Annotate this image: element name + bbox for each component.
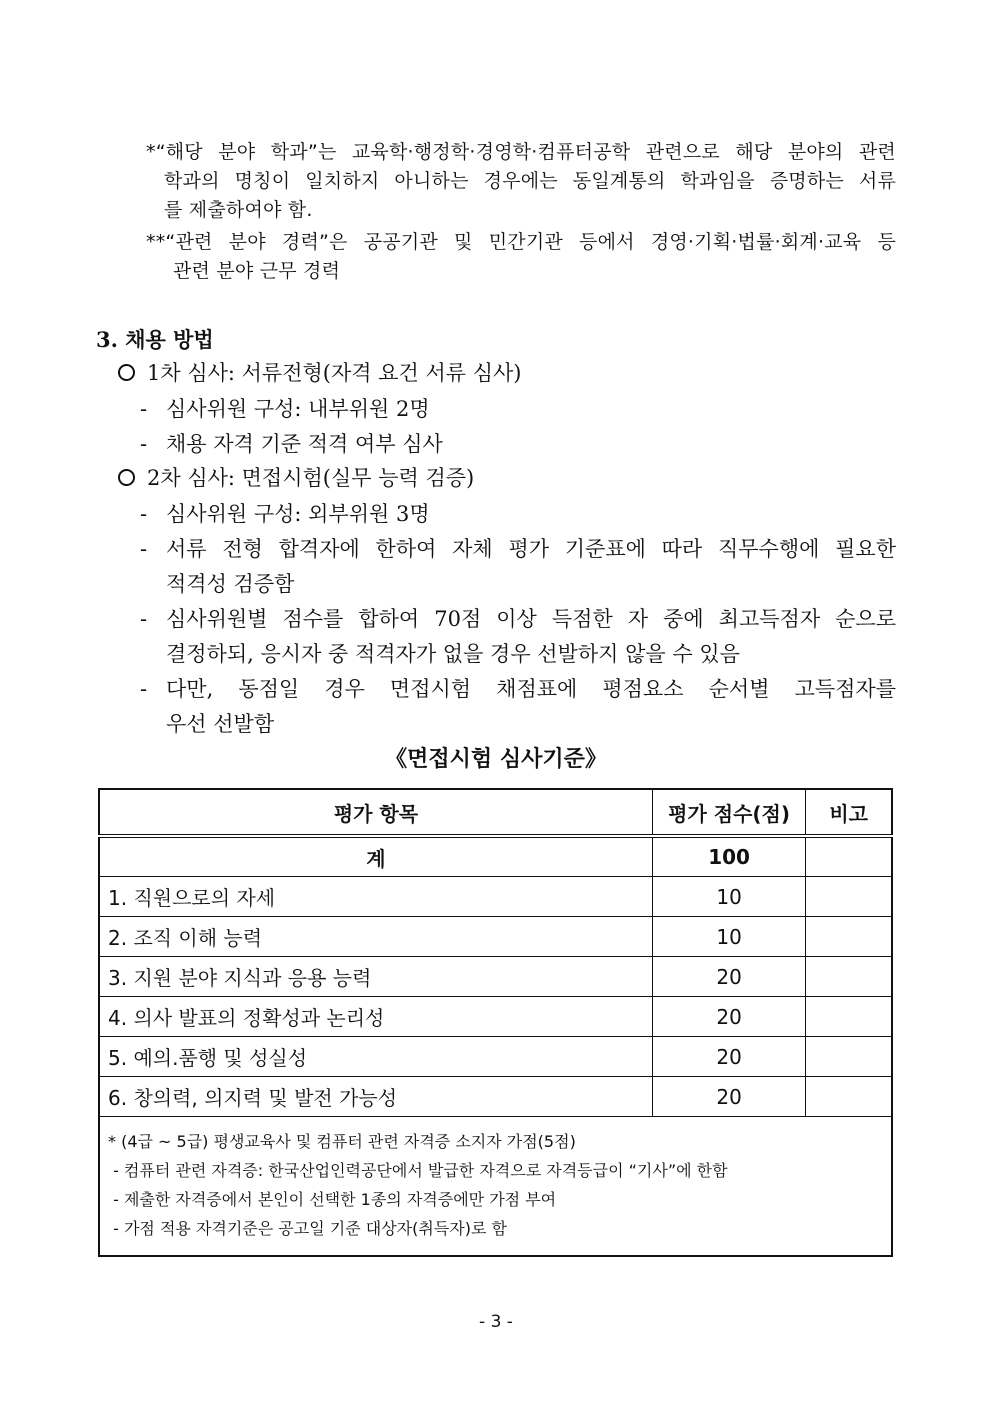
dash-bullet-icon: - (140, 432, 148, 456)
table-row (99, 1077, 892, 1117)
header-cell: 비고 (806, 789, 892, 836)
row-label: 1. 직원으로의 자세 (99, 877, 652, 917)
total-label: 계 (99, 836, 652, 877)
stage2-heading (118, 463, 474, 493)
table-row (99, 877, 892, 917)
note-line: 학과의 명칭이 일치하지 아니하는 경우에는 동일계통의 학과임을 증명하는 서류 (164, 170, 896, 192)
page-number: - 3 - (479, 1312, 513, 1332)
row-score: 20 (652, 1037, 805, 1077)
total-note (806, 836, 892, 877)
row-label: 4. 의사 발표의 정확성과 논리성 (99, 997, 652, 1037)
row-label: 2. 조직 이해 능력 (99, 917, 652, 957)
dash-bullet-icon: - (140, 537, 148, 561)
dash-bullet-icon: - (140, 502, 148, 526)
list-item (140, 602, 896, 672)
note-line: *“해당 분야 학과”는 교육학·행정학·경영학·컴퓨터공학 관련으로 해당 분야의 관련 (146, 141, 896, 163)
list-item (140, 532, 896, 602)
circle-bullet-icon (118, 364, 135, 381)
dash-bullet-icon: - (140, 607, 148, 631)
row-note (806, 877, 892, 917)
row-note (806, 1037, 892, 1077)
footnote-line: * (4급 ~ 5급) 평생교육사 및 컴퓨터 관련 자격증 소지자 가점(5점) (108, 1132, 576, 1151)
note-related-department (146, 138, 896, 225)
footnote-line: - 제출한 자격증에서 본인이 선택한 1종의 자격증에만 가점 부여 (108, 1190, 557, 1209)
row-score: 10 (652, 917, 805, 957)
list-item (140, 497, 896, 532)
list-item-text: 심사위원 구성: 내부위원 2명 (166, 397, 430, 421)
row-score: 20 (652, 1077, 805, 1117)
table-row (99, 997, 892, 1037)
dash-bullet-icon: - (140, 397, 148, 421)
row-score: 20 (652, 957, 805, 997)
row-label: 3. 지원 분야 지식과 응용 능력 (99, 957, 652, 997)
header-cell: 평가 항목 (99, 789, 652, 836)
list-item-text: 결정하되, 응시자 중 적격자가 없을 경우 선발하지 않을 수 있음 (166, 642, 740, 666)
list-item-text: 우선 선발함 (166, 712, 275, 736)
header-cell: 평가 점수(점) (652, 789, 805, 836)
row-note (806, 957, 892, 997)
table-footnote-row (99, 1117, 892, 1257)
stage2-heading-text: 2차 심사: 면접시험(실무 능력 검증) (147, 466, 475, 490)
note-line: **“관련 분야 경력”은 공공기관 및 민간기관 등에서 경영·기획·법률·회계·교육 등 (146, 231, 896, 253)
row-score: 10 (652, 877, 805, 917)
table-header-row (99, 789, 892, 836)
list-item-text: 심사위원별 점수를 합하여 70점 이상 득점한 자 중에 최고득점자 순으로 (166, 607, 896, 631)
row-note (806, 917, 892, 957)
list-item (140, 672, 896, 742)
list-item-text: 적격성 검증함 (166, 572, 295, 596)
interview-criteria-table (98, 788, 893, 1257)
note-line: 를 제출하여야 함. (164, 199, 313, 221)
table-total-row (99, 836, 892, 877)
table-row (99, 917, 892, 957)
list-item-text: 심사위원 구성: 외부위원 3명 (166, 502, 430, 526)
row-label: 5. 예의.품행 및 성실성 (99, 1037, 652, 1077)
list-item-text: 채용 자격 기준 적격 여부 심사 (166, 432, 443, 456)
total-score: 100 (652, 836, 805, 877)
stage1-heading (118, 358, 522, 388)
footnote-line: - 가점 적용 자격기준은 공고일 기준 대상자(취득자)로 함 (108, 1219, 507, 1238)
footnote-cell (99, 1117, 892, 1257)
list-item (140, 392, 896, 427)
row-note (806, 1077, 892, 1117)
row-label: 6. 창의력, 의지력 및 발전 가능성 (99, 1077, 652, 1117)
table-row (99, 957, 892, 997)
list-item-text: 다만, 동점일 경우 면접시험 채점표에 평점요소 순서별 고득점자를 (166, 677, 896, 701)
row-note (806, 997, 892, 1037)
list-item (140, 427, 896, 462)
footnote-line: - 컴퓨터 관련 자격증: 한국산업인력공단에서 발급한 자격으로 자격등급이 “기사”에 한함 (108, 1161, 728, 1180)
circle-bullet-icon (118, 469, 135, 486)
table-row (99, 1037, 892, 1077)
table-caption: 《면접시험 심사기준》 (385, 747, 607, 772)
list-item-text: 서류 전형 합격자에 한하여 자체 평가 기준표에 따라 직무수행에 필요한 (166, 537, 896, 561)
note-line: 관련 분야 근무 경력 (173, 260, 341, 282)
row-score: 20 (652, 997, 805, 1037)
section-title: 3. 채용 방법 (96, 327, 214, 352)
dash-bullet-icon: - (140, 677, 148, 701)
note-related-career (146, 228, 896, 286)
stage1-heading-text: 1차 심사: 서류전형(자격 요건 서류 심사) (147, 361, 522, 385)
